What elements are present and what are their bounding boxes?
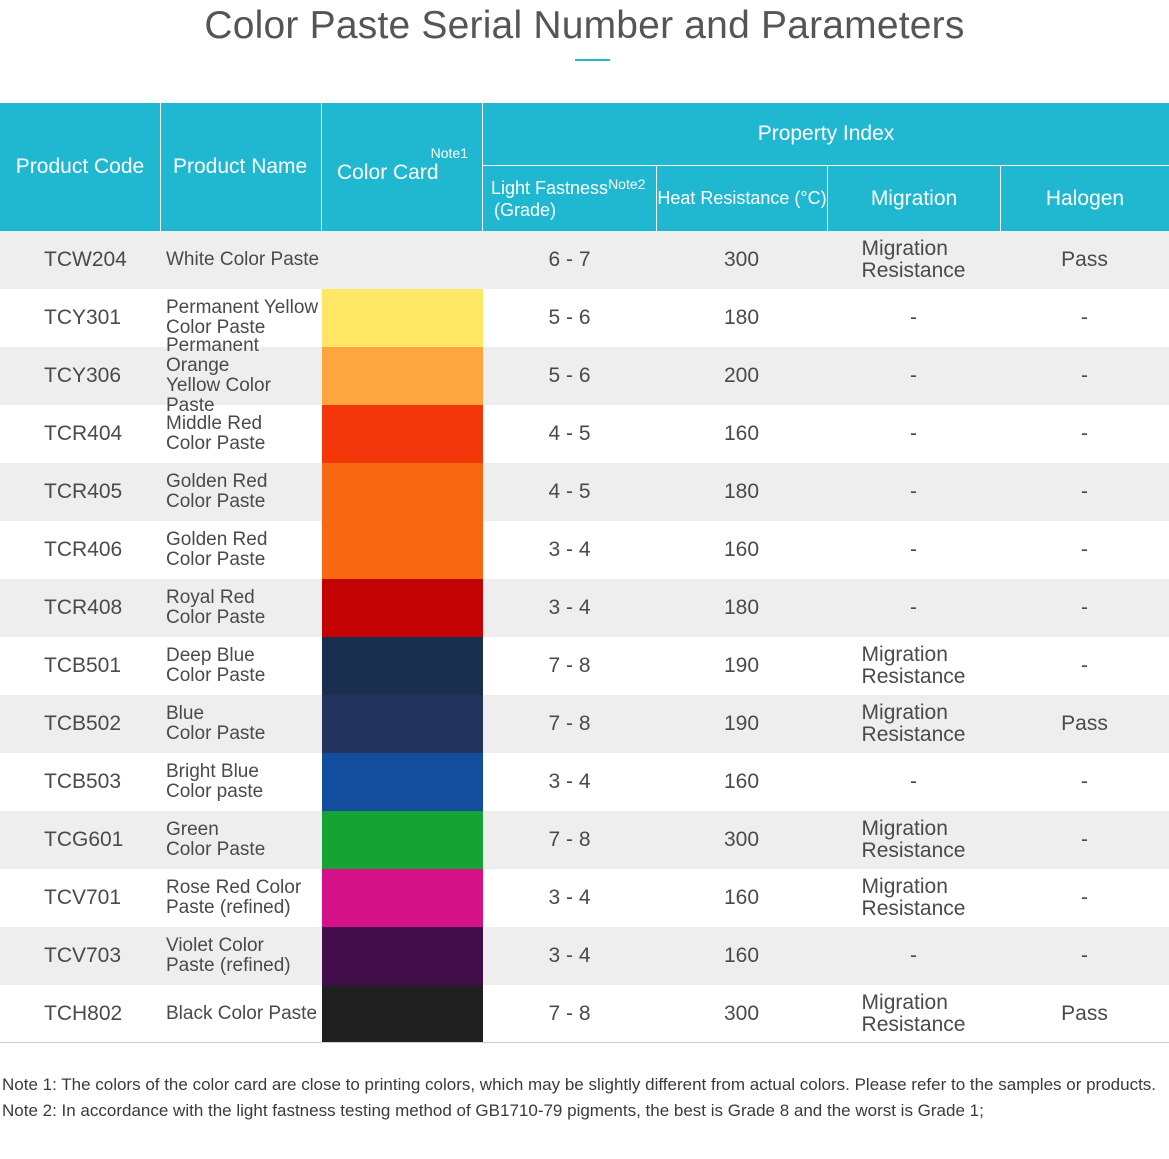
light-fastness-cell <box>483 869 656 927</box>
heat-resistance-cell-text: 180 <box>723 480 760 503</box>
table-row <box>0 985 1169 1043</box>
migration-cell-text: - <box>910 538 917 561</box>
product-code-cell <box>0 695 160 753</box>
light-fastness-cell-text: 4 - 5 <box>548 480 591 503</box>
halogen-cell <box>1000 579 1169 637</box>
table-row <box>0 811 1169 869</box>
light-fastness-cell <box>483 231 656 289</box>
product-name-cell <box>160 521 322 579</box>
color-card-swatch <box>322 753 483 811</box>
light-fastness-cell <box>483 405 656 463</box>
heat-resistance-cell <box>656 347 827 405</box>
product-name-cell-text: Golden Red Color Paste <box>166 529 268 570</box>
light-fastness-cell <box>483 927 656 985</box>
product-name-cell-text: White Color Paste <box>166 249 320 270</box>
light-fastness-cell <box>483 637 656 695</box>
product-code-cell <box>0 811 160 869</box>
product-name-cell <box>160 753 322 811</box>
table-row <box>0 637 1169 695</box>
product-name-cell-text: Deep Blue Color Paste <box>166 645 266 686</box>
migration-cell-text: - <box>910 596 917 619</box>
product-code-cell <box>0 405 160 463</box>
heat-resistance-cell <box>656 637 827 695</box>
migration-cell <box>827 637 1000 695</box>
color-card-swatch <box>322 405 483 463</box>
product-code-cell-text: TCR406 <box>44 538 123 561</box>
product-code-cell-text: TCW204 <box>44 248 127 271</box>
halogen-cell-text: - <box>1081 306 1088 329</box>
heat-resistance-cell-text: 190 <box>723 654 760 677</box>
halogen-cell-text: Pass <box>1061 1002 1108 1025</box>
migration-cell <box>827 985 1000 1043</box>
migration-cell <box>827 521 1000 579</box>
product-name-cell <box>160 405 322 463</box>
page-title: Color Paste Serial Number and Parameters <box>204 4 965 47</box>
migration-cell-text: - <box>910 306 917 329</box>
heat-resistance-cell-text: 160 <box>723 944 760 967</box>
header-color-card-label: Color Card <box>337 161 439 184</box>
table-row <box>0 463 1169 521</box>
light-fastness-cell-text: 3 - 4 <box>548 596 591 619</box>
heat-resistance-cell-text: 160 <box>723 538 760 561</box>
header-color-card-note: Note1 <box>430 145 468 161</box>
heat-resistance-cell-text: 180 <box>723 306 760 329</box>
migration-cell <box>827 927 1000 985</box>
halogen-cell-text: - <box>1081 770 1088 793</box>
header-heat-resistance: Heat Resistance (°C) <box>657 188 827 208</box>
light-fastness-cell-text: 5 - 6 <box>548 364 591 387</box>
migration-cell-text: - <box>910 944 917 967</box>
product-code-cell <box>0 869 160 927</box>
light-fastness-cell-text: 4 - 5 <box>548 422 591 445</box>
table-row <box>0 335 1169 416</box>
table-row <box>0 695 1169 753</box>
halogen-cell-text: Pass <box>1061 712 1108 735</box>
light-fastness-cell <box>483 521 656 579</box>
header-light-fastness-unit: (Grade) <box>494 199 557 220</box>
light-fastness-cell <box>483 753 656 811</box>
table-bottom-border <box>0 1042 1169 1043</box>
header-property-index: Property Index <box>757 122 895 145</box>
light-fastness-cell <box>483 695 656 753</box>
product-name-cell-text: Blue Color Paste <box>166 703 266 744</box>
halogen-cell-text: - <box>1081 596 1088 619</box>
heat-resistance-cell <box>656 231 827 289</box>
halogen-cell-text: - <box>1081 944 1088 967</box>
product-code-cell-text: TCB503 <box>44 770 122 793</box>
header-light-fastness-label: Light Fastness <box>491 177 609 198</box>
product-code-cell <box>0 985 160 1043</box>
halogen-cell-text: - <box>1081 422 1088 445</box>
heat-resistance-cell <box>656 811 827 869</box>
product-code-cell-text: TCG601 <box>44 828 124 851</box>
light-fastness-cell <box>483 985 656 1043</box>
product-code-cell <box>0 753 160 811</box>
heat-resistance-cell <box>656 985 827 1043</box>
product-name-cell <box>160 579 322 637</box>
product-name-cell-text: Royal Red Color Paste <box>166 587 266 628</box>
product-code-cell-text: TCV701 <box>44 886 122 909</box>
product-name-cell <box>160 463 322 521</box>
migration-cell <box>827 811 1000 869</box>
color-card-swatch <box>322 521 483 579</box>
product-name-cell-text: Permanent Yellow Color Paste <box>166 297 319 338</box>
heat-resistance-cell <box>656 869 827 927</box>
halogen-cell <box>1000 811 1169 869</box>
product-name-cell-text: Golden Red Color Paste <box>166 471 268 512</box>
table-row <box>0 231 1169 289</box>
halogen-cell-text: - <box>1081 538 1088 561</box>
migration-cell <box>827 463 1000 521</box>
color-card-swatch <box>322 695 483 753</box>
heat-resistance-cell-text: 180 <box>723 596 760 619</box>
light-fastness-cell-text: 3 - 4 <box>548 886 591 909</box>
product-code-cell <box>0 521 160 579</box>
migration-cell <box>827 869 1000 927</box>
product-code-cell <box>0 347 160 405</box>
product-name-cell <box>160 811 322 869</box>
color-card-swatch <box>322 637 483 695</box>
table-row <box>0 579 1169 637</box>
product-name-cell <box>160 927 322 985</box>
product-code-cell-text: TCR404 <box>44 422 123 445</box>
product-name-cell <box>160 869 322 927</box>
migration-cell-text: - <box>910 422 917 445</box>
heat-resistance-cell <box>656 579 827 637</box>
table-header <box>0 103 1169 231</box>
color-card-swatch <box>322 347 483 405</box>
light-fastness-cell <box>483 463 656 521</box>
header-product-code: Product Code <box>15 155 145 178</box>
light-fastness-cell <box>483 347 656 405</box>
light-fastness-cell <box>483 811 656 869</box>
halogen-cell <box>1000 405 1169 463</box>
halogen-cell <box>1000 927 1169 985</box>
migration-cell-text: Migration Resistance <box>861 701 966 746</box>
heat-resistance-cell-text: 300 <box>723 248 760 271</box>
light-fastness-cell-text: 7 - 8 <box>548 712 591 735</box>
product-code-cell <box>0 463 160 521</box>
color-card-swatch <box>322 985 483 1043</box>
product-name-cell-text: Violet Color Paste (refined) <box>166 935 291 976</box>
product-code-cell-text: TCR405 <box>44 480 123 503</box>
color-card-swatch <box>322 231 483 289</box>
table-row <box>0 927 1169 985</box>
light-fastness-cell-text: 5 - 6 <box>548 306 591 329</box>
product-name-cell <box>160 637 322 695</box>
heat-resistance-cell-text: 190 <box>723 712 760 735</box>
header-color-card <box>322 103 483 231</box>
migration-cell <box>827 695 1000 753</box>
migration-cell-text: - <box>910 364 917 387</box>
table-row <box>0 405 1169 463</box>
halogen-cell <box>1000 231 1169 289</box>
heat-resistance-cell <box>656 289 827 347</box>
heat-resistance-cell-text: 160 <box>723 886 760 909</box>
migration-cell-text: Migration Resistance <box>861 817 966 862</box>
halogen-cell-text: Pass <box>1061 248 1108 271</box>
table-row <box>0 753 1169 811</box>
light-fastness-cell <box>483 579 656 637</box>
migration-cell <box>827 405 1000 463</box>
migration-cell <box>827 753 1000 811</box>
color-card-swatch <box>322 927 483 985</box>
migration-cell-text: Migration Resistance <box>861 643 966 688</box>
migration-cell <box>827 579 1000 637</box>
product-name-cell-text: Permanent Orange Yellow Color Paste <box>166 335 271 416</box>
header-migration: Migration <box>870 186 958 210</box>
light-fastness-cell <box>483 289 656 347</box>
migration-cell-text: - <box>910 480 917 503</box>
halogen-cell <box>1000 289 1169 347</box>
light-fastness-cell-text: 7 - 8 <box>548 654 591 677</box>
heat-resistance-cell <box>656 753 827 811</box>
migration-cell <box>827 289 1000 347</box>
product-code-cell <box>0 637 160 695</box>
product-name-cell <box>160 695 322 753</box>
halogen-cell <box>1000 463 1169 521</box>
header-halogen: Halogen <box>1045 186 1125 210</box>
heat-resistance-cell-text: 200 <box>723 364 760 387</box>
title-underline <box>575 59 610 61</box>
light-fastness-cell-text: 3 - 4 <box>548 944 591 967</box>
product-name-cell <box>160 231 322 289</box>
table-row <box>0 869 1169 927</box>
header-product-name: Product Name <box>173 155 308 178</box>
product-code-cell-text: TCV703 <box>44 944 122 967</box>
color-card-swatch <box>322 869 483 927</box>
header-light-fastness-note: Note2 <box>608 175 646 192</box>
heat-resistance-cell <box>656 927 827 985</box>
product-code-cell-text: TCB501 <box>44 654 122 677</box>
migration-cell-text: Migration Resistance <box>861 875 966 920</box>
halogen-cell <box>1000 985 1169 1043</box>
product-code-cell-text: TCY301 <box>44 306 122 329</box>
product-name-cell-text: Middle Red Color Paste <box>166 413 266 454</box>
product-name-cell-text: Bright Blue Color paste <box>166 761 264 802</box>
migration-cell <box>827 347 1000 405</box>
migration-cell-text: Migration Resistance <box>861 237 966 282</box>
heat-resistance-cell <box>656 695 827 753</box>
heat-resistance-cell-text: 160 <box>723 770 760 793</box>
color-card-swatch <box>322 811 483 869</box>
product-code-cell <box>0 927 160 985</box>
halogen-cell <box>1000 695 1169 753</box>
light-fastness-cell-text: 7 - 8 <box>548 828 591 851</box>
halogen-cell <box>1000 347 1169 405</box>
migration-cell <box>827 231 1000 289</box>
heat-resistance-cell-text: 300 <box>723 828 760 851</box>
light-fastness-cell-text: 3 - 4 <box>548 538 591 561</box>
light-fastness-cell-text: 3 - 4 <box>548 770 591 793</box>
heat-resistance-cell <box>656 463 827 521</box>
halogen-cell-text: - <box>1081 480 1088 503</box>
product-name-cell-text: Rose Red Color Paste (refined) <box>166 877 302 918</box>
product-code-cell-text: TCH802 <box>44 1002 123 1025</box>
migration-cell-text: - <box>910 770 917 793</box>
heat-resistance-cell-text: 160 <box>723 422 760 445</box>
product-code-cell-text: TCR408 <box>44 596 123 619</box>
note-1: Note 1: The colors of the color card are close to printing colors, which may be slightly different from actual colors. Please refer to the samples or products. <box>2 1075 1157 1094</box>
migration-cell-text: Migration Resistance <box>861 991 966 1036</box>
product-code-cell <box>0 231 160 289</box>
heat-resistance-cell-text: 300 <box>723 1002 760 1025</box>
product-code-cell <box>0 579 160 637</box>
table-row <box>0 521 1169 579</box>
halogen-cell-text: - <box>1081 654 1088 677</box>
halogen-cell <box>1000 869 1169 927</box>
halogen-cell-text: - <box>1081 828 1088 851</box>
note-2: Note 2: In accordance with the light fastness testing method of GB1710-79 pigments, the best is Grade 8 and the worst is Grade 1; <box>2 1101 984 1120</box>
product-name-cell-text: Black Color Paste <box>166 1003 318 1024</box>
light-fastness-cell-text: 7 - 8 <box>548 1002 591 1025</box>
product-name-cell-text: Green Color Paste <box>166 819 266 860</box>
halogen-cell-text: - <box>1081 886 1088 909</box>
heat-resistance-cell <box>656 521 827 579</box>
halogen-cell <box>1000 521 1169 579</box>
header-light-fastness <box>483 166 656 231</box>
product-code-cell-text: TCY306 <box>44 364 122 387</box>
heat-resistance-cell <box>656 405 827 463</box>
halogen-cell <box>1000 753 1169 811</box>
halogen-cell <box>1000 637 1169 695</box>
halogen-cell-text: - <box>1081 364 1088 387</box>
color-card-swatch <box>322 289 483 347</box>
color-card-swatch <box>322 579 483 637</box>
product-name-cell <box>160 985 322 1043</box>
color-card-swatch <box>322 463 483 521</box>
product-name-cell <box>160 335 322 416</box>
product-code-cell <box>0 289 160 347</box>
light-fastness-cell-text: 6 - 7 <box>548 248 591 271</box>
product-code-cell-text: TCB502 <box>44 712 122 735</box>
